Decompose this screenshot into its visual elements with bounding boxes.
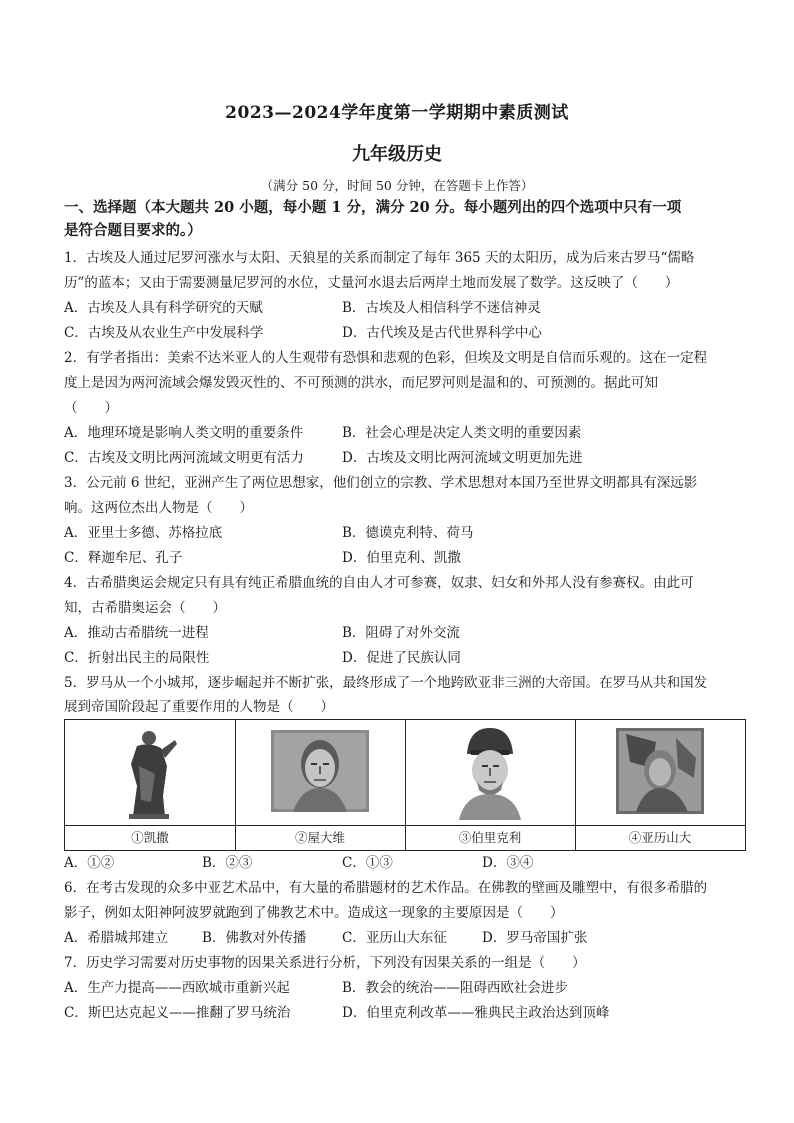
q1-option-c: C．古埃及从农业生产中发展科学	[64, 325, 264, 341]
q1-option-b: B．古埃及人相信科学不迷信神灵	[342, 300, 541, 316]
q6-option-a: A．希腊城邦建立	[64, 930, 169, 946]
q6-stem-line2: 影子，例如太阳神阿波罗就跑到了佛教艺术中。造成这一现象的主要原因是（ ）	[64, 905, 564, 921]
q3-option-d: D．伯里克利、凯撒	[342, 550, 461, 566]
exam-title: 2023—2024学年度第一学期期中素质测试	[225, 103, 569, 123]
caesar-statue-image	[115, 726, 185, 820]
q3-stem-line2: 响。这两位杰出人物是（ ）	[64, 500, 253, 516]
q2-option-d: D．古埃及文明比两河流域文明更加先进	[342, 450, 583, 466]
q1-option-d: D．古代埃及是古代世界科学中心	[342, 325, 542, 341]
q2-option-a: A．地理环境是影响人类文明的重要条件	[64, 425, 304, 441]
q2-stem-line1: 2．有学者指出：美索不达米亚人的人生观带有恐惧和悲观的色彩，但埃及文明是自信而乐观的。这在一定程	[64, 350, 708, 366]
q7-option-d: D．伯里克利改革——雅典民主政治达到顶峰	[342, 1005, 610, 1021]
q5-option-d: D．③④	[482, 855, 534, 871]
q4-option-a: A．推动古希腊统一进程	[64, 625, 209, 641]
q2-option-c: C．古埃及文明比两河流域文明更有活力	[64, 450, 304, 466]
q3-option-c: C．释迦牟尼、孔子	[64, 550, 183, 566]
q1-stem-line1: 1．古埃及人通过尼罗河涨水与太阳、天狼星的关系而制定了每年 365 天的太阳历，成为后来古罗马“儒略	[64, 250, 695, 266]
q3-option-a: A．亚里士多德、苏格拉底	[64, 525, 223, 541]
q5-image-table	[64, 719, 746, 851]
exam-subject: 九年级历史	[352, 144, 442, 165]
pericles-bust-image	[449, 724, 531, 820]
q5-stem-line2: 展到帝国阶段起了重要作用的人物是（ ）	[64, 699, 334, 715]
section-heading-line2: 是符合题目要求的。）	[64, 222, 202, 239]
q1-option-a: A．古埃及人具有科学研究的天赋	[64, 300, 263, 316]
exam-note: （满分 50 分，时间 50 分钟，在答题卡上作答）	[260, 178, 534, 193]
q6-option-d: D．罗马帝国扩张	[482, 930, 588, 946]
q4-option-d: D．促进了民族认同	[342, 650, 461, 666]
q4-option-c: C．折射出民主的局限性	[64, 650, 210, 666]
q7-stem-line1: 7．历史学习需要对历史事物的因果关系进行分析，下列没有因果关系的一组是（ ）	[64, 955, 586, 971]
q5-caption-1: ①凯撒	[131, 830, 169, 845]
q5-caption-4: ④亚历山大	[628, 830, 692, 845]
q2-stem-line2: 度上是因为两河流域会爆发毁灭性的、不可预测的洪水，而尼罗河则是温和的、可预测的。据此可知	[64, 375, 658, 391]
alexander-mosaic-image	[616, 728, 704, 814]
q5-option-c: C．①③	[342, 855, 393, 871]
q6-option-c: C．亚历山大东征	[342, 930, 447, 946]
q2-stem-line3: （ ）	[64, 400, 118, 416]
octavian-bust-image	[271, 730, 369, 812]
q5-caption-2: ②屋大维	[294, 830, 345, 845]
q4-stem-line2: 知，古希腊奥运会（ ）	[64, 600, 226, 616]
q7-option-c: C．斯巴达克起义——推翻了罗马统治	[64, 1005, 291, 1021]
q5-option-a: A．①②	[64, 855, 115, 871]
q6-option-b: B．佛教对外传播	[202, 930, 307, 946]
q5-caption-divider	[65, 825, 745, 826]
q6-stem-line1: 6．在考古发现的众多中亚艺术品中，有大量的希腊题材的艺术作品。在佛教的壁画及雕塑中，有很多希腊的	[64, 880, 708, 896]
q7-option-b: B．教会的统治——阻碍西欧社会进步	[342, 980, 568, 996]
q7-option-a: A．生产力提高——西欧城市重新兴起	[64, 980, 290, 996]
q5-caption-3: ③伯里克利	[458, 830, 522, 845]
q2-option-b: B．社会心理是决定人类文明的重要因素	[342, 425, 582, 441]
q3-stem-line1: 3．公元前 6 世纪，亚洲产生了两位思想家，他们创立的宗教、学术思想对本国乃至世界文明都具有深远影	[64, 475, 698, 491]
q5-stem-line1: 5．罗马从一个小城邦，逐步崛起并不断扩张，最终形成了一个地跨欧亚非三洲的大帝国。在罗马从共和国发	[64, 675, 708, 691]
q1-stem-line2: 历”的蓝本；又由于需要测量尼罗河的水位，丈量河水退去后两岸土地而发展了数学。这反映了（ ）	[64, 275, 679, 291]
q4-option-b: B．阻碍了对外交流	[342, 625, 460, 641]
section-heading-line1: 一、选择题（本大题共 20 小题，每小题 1 分，满分 20 分。每小题列出的四个选项中只有一项	[64, 199, 682, 216]
q3-option-b: B．德谟克利特、荷马	[342, 525, 474, 541]
q4-stem-line1: 4．古希腊奥运会规定只有具有纯正希腊血统的自由人才可参赛，奴隶、妇女和外邦人没有参赛权。由此可	[64, 575, 694, 591]
q5-option-b: B．②③	[202, 855, 253, 871]
